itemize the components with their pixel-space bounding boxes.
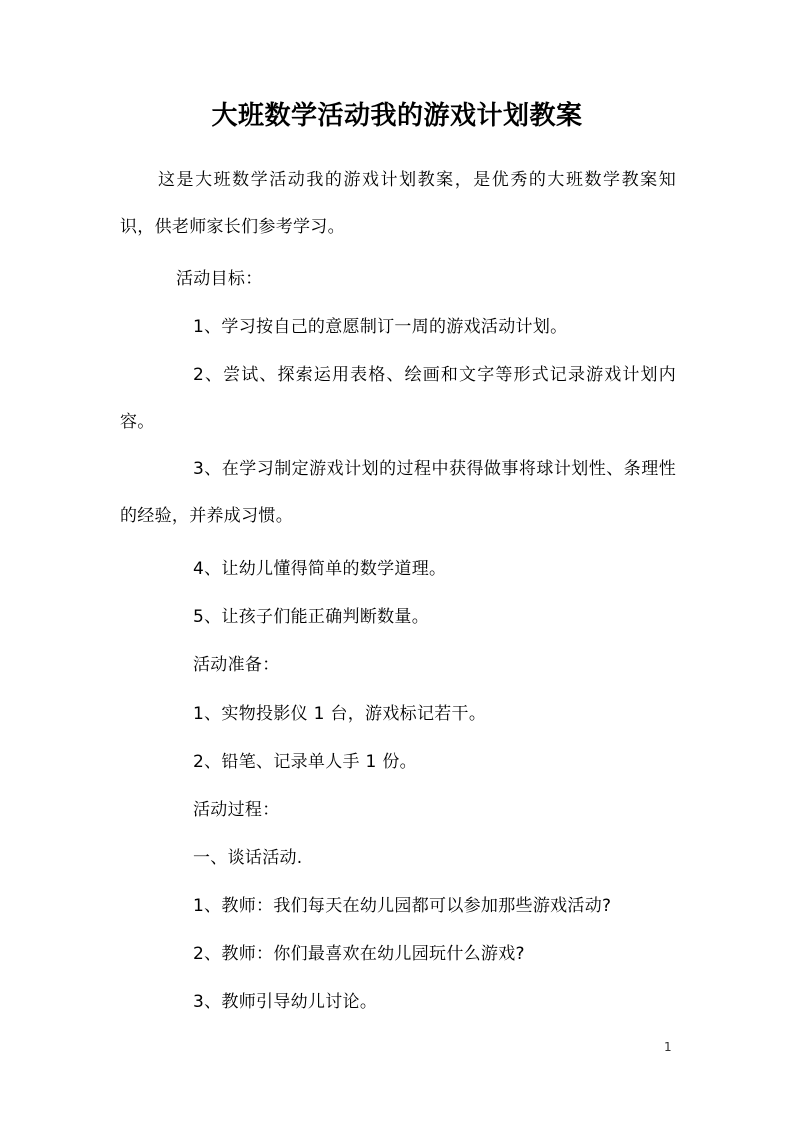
goal-item-3: 3、在学习制定游戏计划的过程中获得做事将球计划性、条理性的经验，并养成习惯。 (120, 459, 676, 526)
process-part-1: 一、谈话活动. (193, 848, 303, 868)
goal-item-1: 1、学习按自己的意愿制订一周的游戏活动计划。 (193, 317, 568, 337)
process-heading: 活动过程： (193, 800, 280, 820)
process-item-3: 3、教师引导幼儿讨论。 (193, 992, 378, 1012)
goal-item-2: 2、尝试、探索运用表格、绘画和文字等形式记录游戏计划内容。 (120, 365, 676, 432)
prep-item-2: 2、铅笔、记录单人手 1 份。 (193, 752, 417, 772)
intro-paragraph: 这是大班数学活动我的游戏计划教案，是优秀的大班数学教案知识，供老师家长们参考学习。 (120, 170, 676, 237)
goals-heading: 活动目标： (176, 269, 263, 289)
document-title: 大班数学活动我的游戏计划教案 (211, 101, 583, 131)
page-number: 1 (664, 1040, 672, 1054)
prep-item-1: 1、实物投影仪 1 台，游戏标记若干。 (193, 704, 487, 724)
goal-item-4: 4、让幼儿懂得简单的数学道理。 (193, 559, 447, 579)
goal-item-5: 5、让孩子们能正确判断数量。 (193, 607, 430, 627)
process-item-2: 2、教师：你们最喜欢在幼儿园玩什么游戏? (193, 944, 525, 964)
process-item-1: 1、教师：我们每天在幼儿园都可以参加那些游戏活动? (193, 896, 612, 916)
prep-heading: 活动准备： (193, 655, 280, 675)
